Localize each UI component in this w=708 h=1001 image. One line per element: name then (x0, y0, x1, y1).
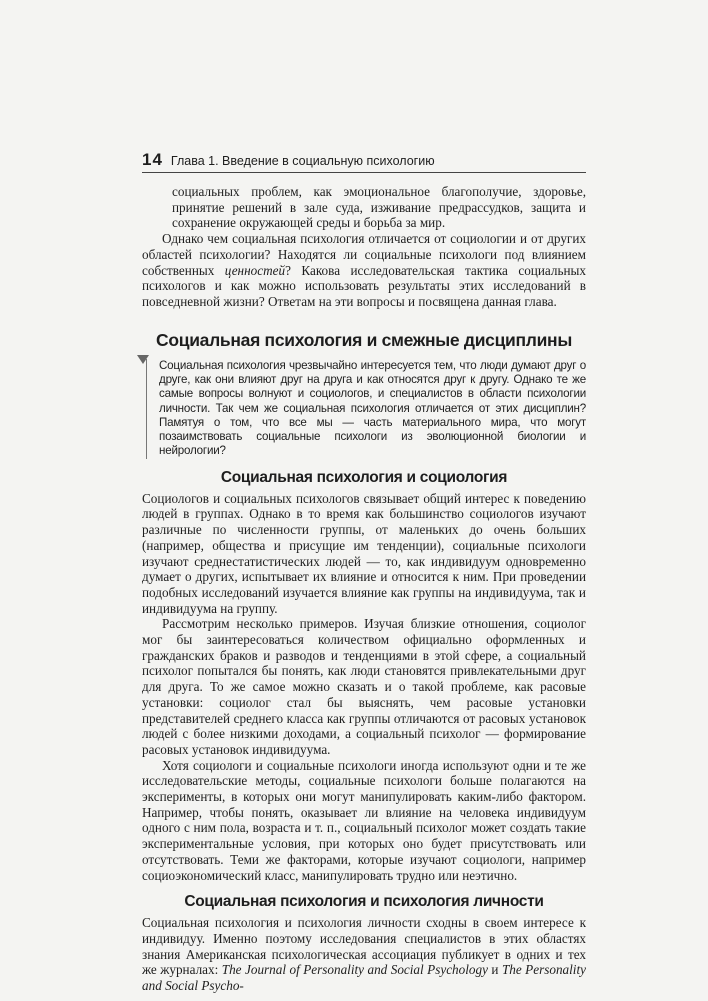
subsection-title-sociology: Социальная психология и социология (220, 468, 508, 486)
page-content (142, 184, 586, 994)
page-number: 14 (142, 150, 163, 169)
intro-text-b: ? Какова исследовательская тактика социальных психологов и как можно использовать результаты этих исследований в повседневной жизни? Ответам на эти вопросы и посвящена данная глава. (142, 262, 586, 309)
intro-paragraph-1: социальных проблем, как эмоциональное благополучие, здоровье, принятие решений в зале суда, изживание предрассудков, защита и сохранение окружающей среды и борьба за мир. (172, 184, 586, 231)
intro-text-a: Однако чем социальная психология отличается от социологии и от других областей психологии? Находятся ли социальные психологи под влиянием собственных (142, 231, 586, 278)
running-title: Глава 1. Введение в социальную психологию (170, 154, 435, 168)
subsection-title-personality: Социальная психология и психология личности (184, 893, 544, 911)
section-summary-text: Социальная психология чрезвычайно интересуется тем, что люди думают друг о друге, как они влияют друг на друга и как относятся друг к другу. Однако те же самые вопросы волнуют и социологов, и специалистов в области психологии личности. Так чем же социальная психология отличается от этих дисциплин? Памятуя о том, что все мы — часть материального мира, что могут позаимствовать социальные психологи из эволюционной биологии и нейрологии? (159, 358, 586, 458)
personality-paragraph-1 (142, 915, 586, 994)
personality-text-mid: и (487, 962, 502, 978)
journal-title-1: The Journal of Personality and Social Psychology (221, 962, 488, 978)
sociology-paragraph-1: Социологов и социальных психологов связывает общий интерес к поведению людей в группах. Однако в то время как большинство социологов изучают различные по численности группы, от маленьких до очень больших (например, общества и присущие им тенденции), социальные психологи изучают среднестатистических людей — то, как индивидуум одновременно думает о других, испытывает их влияние и относится к ним. При проведении подобных исследований изучается влияние как группы на индивидуума, так и индивидуума на группу. (142, 490, 586, 616)
sociology-paragraph-3: Хотя социологи и социальные психологи иногда используют одни и те же исследовательские методы, социальные психологи больше полагаются на эксперименты, в которых они могут манипулировать каким-либо фактором. Например, чтобы понять, оказывает ли влияние на человека индивидуум одного с ним пола, возраста и т. п., социальный психолог может создать такие экспериментальные условия, при которых оно будет присутствовать или отсутствовать. Теми же факторами, которые изучают социологи, например социоэкономический класс, манипулировать трудно или неэтично. (142, 757, 586, 883)
sociology-paragraph-2: Рассмотрим несколько примеров. Изучая близкие отношения, социолог мог бы заинтересоваться количеством официально оформленных и гражданских браков и разводов и тенденциями в этой сфере, а социальный психолог попытался бы понять, как люди становятся привлекательными друг для друга. То же самое можно сказать и о такой проблеме, как расовые установки: социолог стал бы выяснять, чем расовые установки представителей среднего класса как группы отличаются от расовых установок людей с более низкими доходами, а социальный психолог — формирование расовых установок индивидуума. (142, 616, 586, 757)
personality-text-a: Социальная психология и психология личности сходны в своем интересе к индивидуу. Именно поэтому исследования специалистов в этих областях знания Американская психологическая ассоциация публикует в одних и тех же журналах: (142, 915, 586, 978)
section-summary-box (146, 359, 586, 459)
page-header (142, 150, 586, 173)
journal-title-2: The Personality and Social Psycho- (142, 962, 586, 994)
intro-emphasis: ценностей (224, 262, 286, 278)
triangle-marker-icon (137, 355, 149, 364)
section-title: Социальная психология и смежные дисциплины (156, 329, 572, 350)
intro-paragraph-2 (142, 231, 586, 310)
